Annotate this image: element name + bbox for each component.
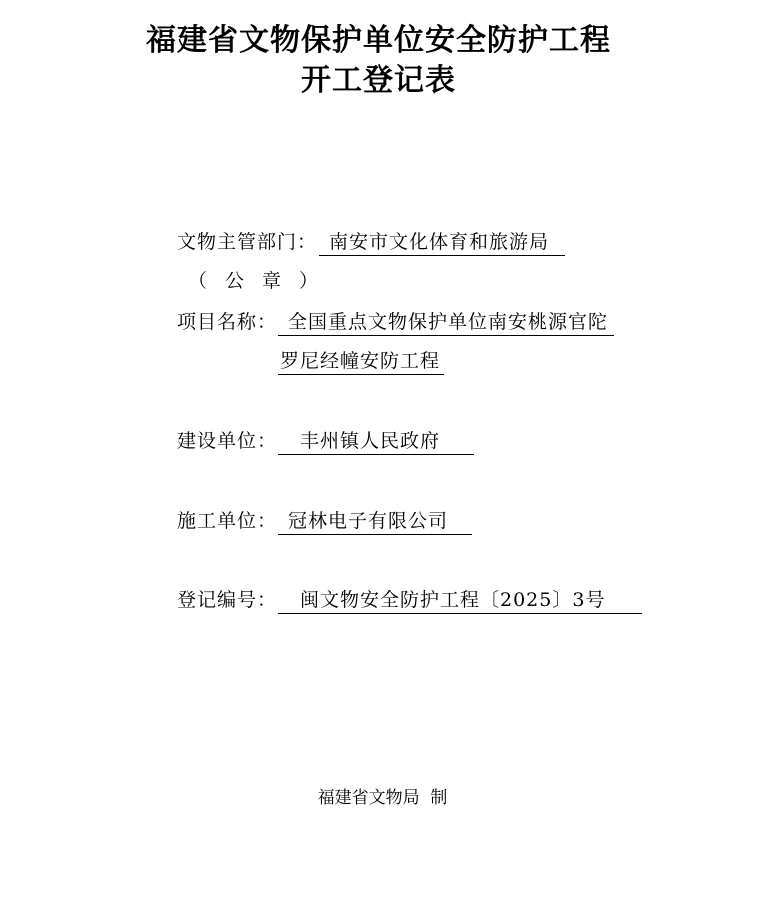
builder-label: 建设单位：: [177, 430, 278, 452]
project-value-line2: 罗尼经幢安防工程: [278, 348, 444, 375]
authority-value: 南安市文化体育和旅游局: [319, 229, 565, 256]
authority-label: 文物主管部门：: [177, 231, 318, 253]
document-title-line1: 福建省文物保护单位安全防护工程: [146, 23, 611, 58]
seal-note: （公章）: [188, 270, 337, 292]
registration-value: 闽文物安全防护工程〔2025〕3号: [278, 587, 642, 614]
contractor-value: 冠林电子有限公司: [278, 508, 472, 535]
project-label: 项目名称：: [177, 311, 278, 333]
project-value-line1: 全国重点文物保护单位南安桃源官陀: [278, 309, 614, 336]
contractor-label: 施工单位：: [177, 510, 278, 532]
registration-label: 登记编号：: [177, 589, 278, 611]
document-title-line2: 开工登记表: [301, 63, 456, 98]
issuer-footer: 福建省文物局 制: [317, 788, 448, 808]
builder-value: 丰州镇人民政府: [278, 428, 474, 455]
